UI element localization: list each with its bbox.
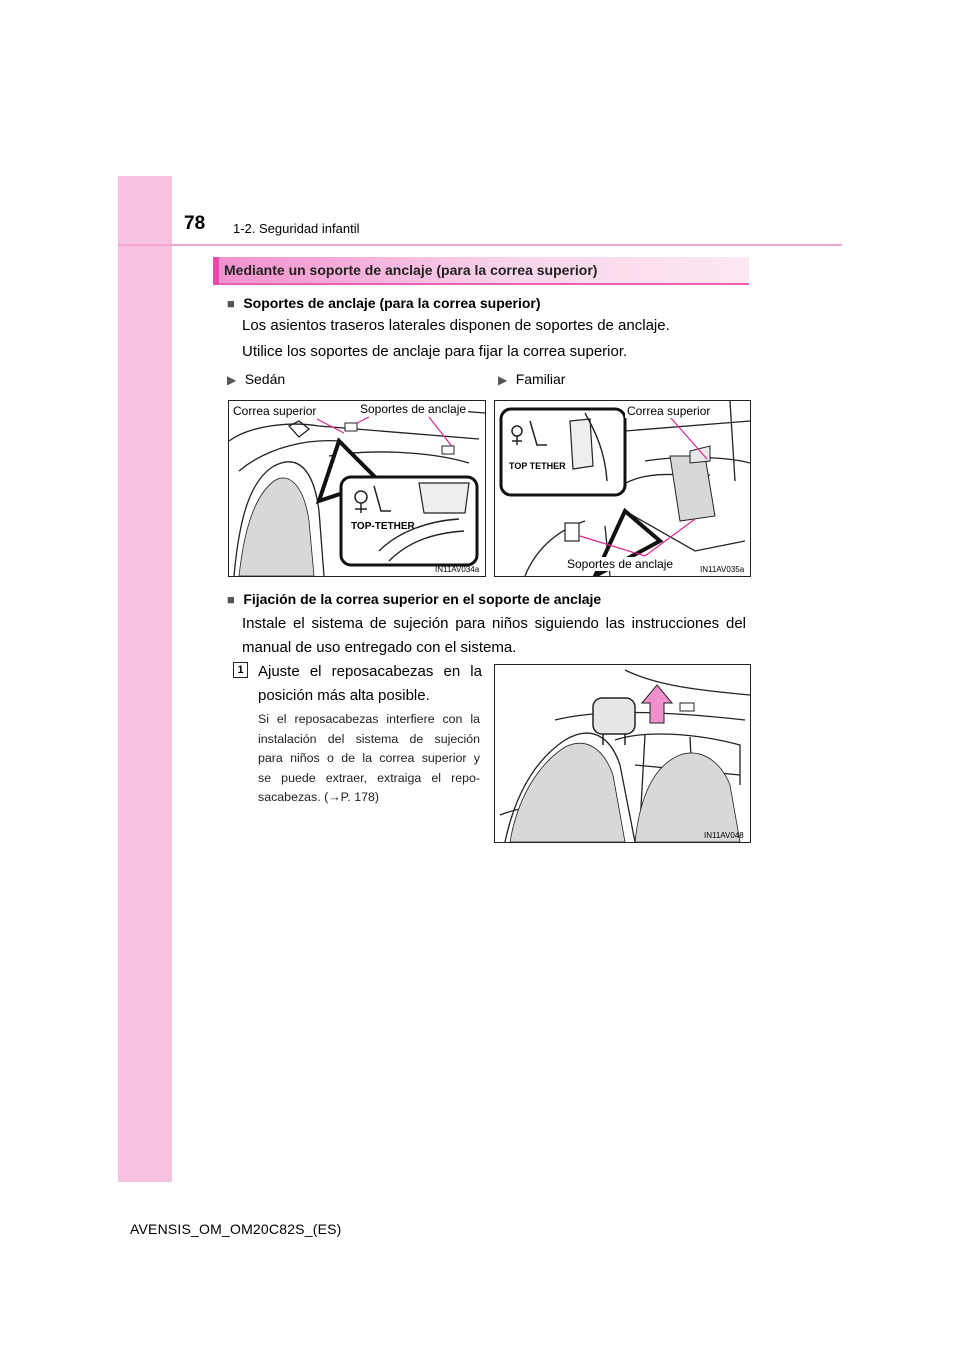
square-bullet-icon: ■ [227, 296, 235, 311]
sedan-figure-code: IN11AV034a [435, 565, 480, 574]
section-title: Mediante un soporte de anclaje (para la correa superior) [224, 262, 598, 278]
wagon-label: Familiar [515, 371, 566, 387]
anchor-heading: Soportes de anclaje (para la correa superior) [243, 295, 541, 311]
headrest-illustration [495, 665, 750, 842]
wagon-figure-code: IN11AV035a [700, 565, 745, 574]
step-1-line-1: Ajuste el reposacabezas en la [258, 663, 482, 680]
footer-document-code: AVENSIS_OM_OM20C82S_(ES) [130, 1221, 342, 1237]
wagon-anchor-callout: Soportes de anclaje [567, 557, 674, 571]
section-title-accent [213, 257, 219, 285]
anchor-heading-row [227, 295, 541, 313]
wagon-tag-text: TOP TETHER [509, 461, 566, 471]
page-side-tab [118, 176, 172, 1182]
step-1-note-line: instalación del sistema de sujeción [258, 731, 480, 746]
sedan-label: Sedán [244, 371, 286, 387]
wagon-figure [494, 400, 751, 577]
wagon-strap-callout: Correa superior [627, 404, 711, 418]
headrest-figure [494, 664, 751, 843]
step-1-note-line: sacabezas. (→P. 178) [258, 790, 379, 804]
up-arrow-icon [642, 685, 672, 723]
fixing-heading-row [227, 591, 601, 609]
step-1-note-line: se puede extraer, extraiga el repo- [258, 770, 480, 785]
step-number-badge: 1 [233, 662, 248, 678]
header-divider [118, 244, 842, 246]
page-number: 78 [184, 213, 206, 234]
anchor-paragraph-1: Los asientos traseros laterales disponen de soportes de anclaje. [242, 317, 670, 334]
step-1-line-2: posición más alta posible. [258, 687, 430, 704]
sedan-tag-text: TOP-TETHER [351, 521, 415, 532]
fixing-heading: Fijación de la correa superior en el soporte de anclaje [243, 591, 602, 607]
sedan-figure [228, 400, 486, 577]
step-1-note [258, 710, 480, 808]
sedan-illustration [229, 401, 485, 576]
wagon-illustration [495, 401, 750, 576]
sedan-anchor-callout: Soportes de anclaje [360, 402, 467, 416]
wagon-label-row [498, 371, 565, 389]
anchor-paragraph-2: Utilice los soportes de anclaje para fijar la correa superior. [242, 343, 628, 360]
square-bullet-icon: ■ [227, 592, 235, 607]
triangle-bullet-icon: ▶ [498, 373, 508, 387]
sedan-strap-callout: Correa superior [233, 404, 317, 418]
headrest-figure-code: IN11AV048 [704, 831, 744, 840]
fixing-paragraph-line-2: manual de uso entregado con el sistema. [242, 639, 517, 656]
fixing-paragraph-line-1: Instale el sistema de sujeción para niños siguiendo las instrucciones del [242, 615, 746, 632]
running-header: 1-2. Seguridad infantil [233, 221, 360, 236]
sedan-label-row [227, 371, 285, 389]
step-1-note-line: para niños o de la correa superior y [258, 751, 480, 765]
triangle-bullet-icon: ▶ [227, 373, 237, 387]
step-1-note-line: Si el reposacabezas interfiere con la [258, 712, 480, 726]
